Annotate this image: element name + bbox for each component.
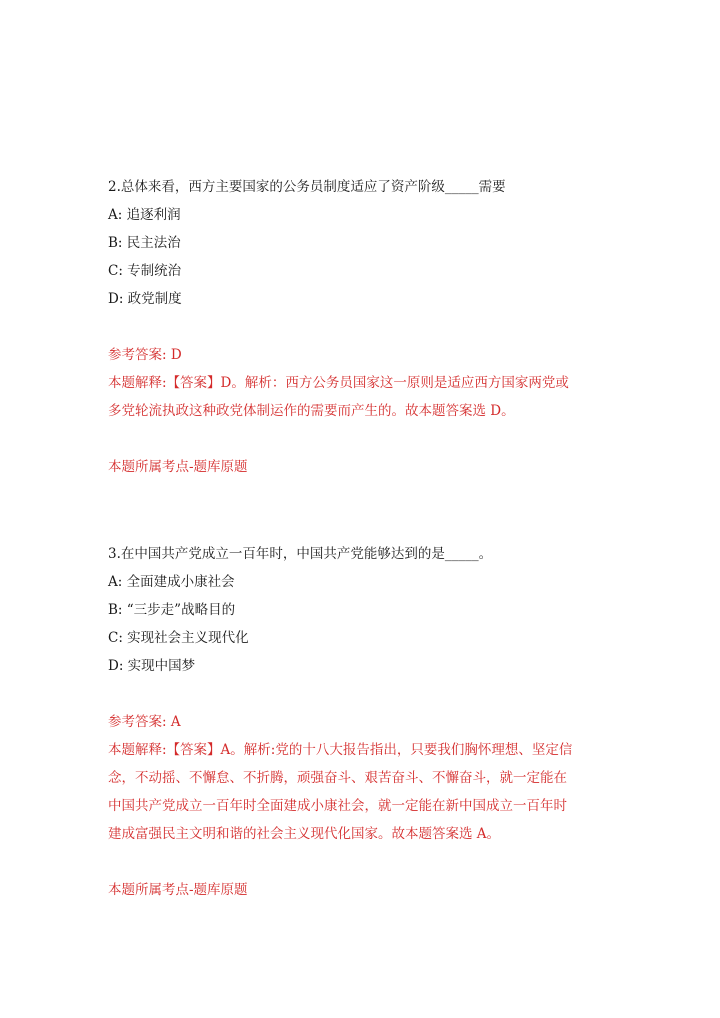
option-a: A: 全面建成小康社会 [108,574,235,590]
option-b: B: “三步走”战略目的 [108,602,236,618]
knowledge-point: 本题所属考点-题库原题 [108,459,248,475]
option-c: C: 实现社会主义现代化 [108,630,249,646]
explanation-line: 念，不动摇、不懈怠、不折腾，顽强奋斗、艰苦奋斗、不懈奋斗，就一定能在 [108,770,567,786]
explanation-line: 多党轮流执政这种政党体制运作的需要而产生的。故本题答案选 D。 [108,403,515,419]
question-stem: 3.在中国共产党成立一百年时，中国共产党能够达到的是_____。 [108,546,493,562]
explanation-line: 本题解释:【答案】A。解析:党的十八大报告指出，只要我们胸怀理想、坚定信 [108,742,573,758]
explanation-line: 建成富强民主文明和谐的社会主义现代化国家。故本题答案选 A。 [108,826,501,842]
question-3 [108,545,618,909]
explanation-line: 中国共产党成立一百年时全面建成小康社会，就一定能在新中国成立一百年时 [108,798,567,814]
explanation-line: 本题解释:【答案】D。解析：西方公务员国家这一原则是适应西方国家两党或 [108,375,569,391]
question-2 [108,178,618,486]
option-c: C: 专制统治 [108,263,182,279]
option-a: A: 追逐利润 [108,207,181,223]
knowledge-point: 本题所属考点-题库原题 [108,882,248,898]
question-stem: 2.总体来看，西方主要国家的公务员制度适应了资产阶级_____需要 [108,179,506,195]
option-b: B: 民主法治 [108,235,181,251]
option-d: D: 政党制度 [108,291,182,307]
reference-answer: 参考答案: D [108,347,182,363]
reference-answer: 参考答案: A [108,714,181,730]
option-d: D: 实现中国梦 [108,658,196,674]
